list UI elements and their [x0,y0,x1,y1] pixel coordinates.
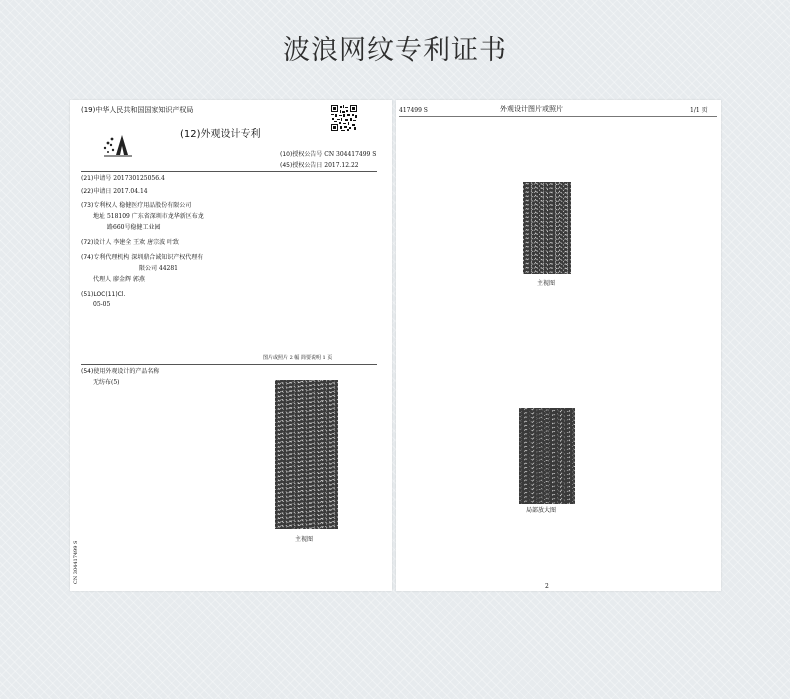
qr-code-icon [331,105,357,131]
grant-date-label: (45)授权公告日 [280,162,323,169]
filing-date-label: (22)申请日 [81,188,112,195]
product-name-label: (54)使用外观设计的产品名称 [81,368,160,375]
agency-label: (74)专利代理机构 [81,254,130,261]
main-view-caption: 主视图 [537,280,556,287]
wave-pattern-graphic [523,182,571,274]
app-no: 201730125056.4 [113,175,165,182]
wave-pattern-main-view [523,182,571,274]
main-view-caption: 主视图 [295,536,314,543]
divider [81,171,377,172]
address-label: 地址 [93,213,106,220]
agency-line1: 深圳鼎合诚知识产权代理有 [131,254,204,261]
header-title: 外观设计图片或照片 [500,105,563,113]
grant-no: CN 304417499 S [324,151,377,158]
designer: 李建全 王欢 唐宗波 叶致 [113,239,179,246]
certificate-page-2 [396,100,721,591]
address-line2: 路660号稳健工业园 [107,224,161,231]
agent-label: 代理人 [93,276,112,283]
detail-view-caption: 局部放大图 [526,507,557,514]
side-number: CN 304417499 S [73,540,79,584]
loc-label: (51)LOC(11)Cl. [81,291,126,298]
patent-office-emblem-icon [102,133,136,157]
patentee: 稳健医疗用品股份有限公司 [119,202,192,209]
loc-value: 05-05 [93,301,111,308]
agency-line2: 限公司 44281 [139,265,178,272]
wave-pattern-graphic [519,408,575,504]
certificate-page-1 [70,100,392,591]
filing-date: 2017.04.14 [113,188,148,195]
header-number: 417499 S [399,107,428,114]
grant-date: 2017.12.22 [324,162,359,169]
app-no-label: (21)申请号 [81,175,112,182]
product-name: 无纺布(5) [93,379,120,386]
patentee-label: (73)专利权人 [81,202,118,209]
header-page: 1/1 页 [690,107,708,114]
grant-no-label: (10)授权公告号 [280,151,323,158]
page-heading: 波浪网纹专利证书 [283,35,507,66]
pages-note: 图片或照片 2 幅 简要说明 1 页 [263,355,333,361]
wave-pattern-graphic [275,380,338,529]
address-line1: 518109 广东省深圳市龙华新区布龙 [106,213,204,220]
patent-type: (12)外观设计专利 [180,129,261,140]
divider [399,116,717,117]
designer-label: (72)设计人 [81,239,112,246]
office-name: (19)中华人民共和国国家知识产权局 [81,106,194,114]
wave-pattern-main-view [275,380,338,529]
agent: 廖金辉 郭燕 [112,276,145,283]
divider [81,364,377,365]
wave-pattern-detail-view [519,408,575,504]
page-number: 2 [545,583,549,590]
